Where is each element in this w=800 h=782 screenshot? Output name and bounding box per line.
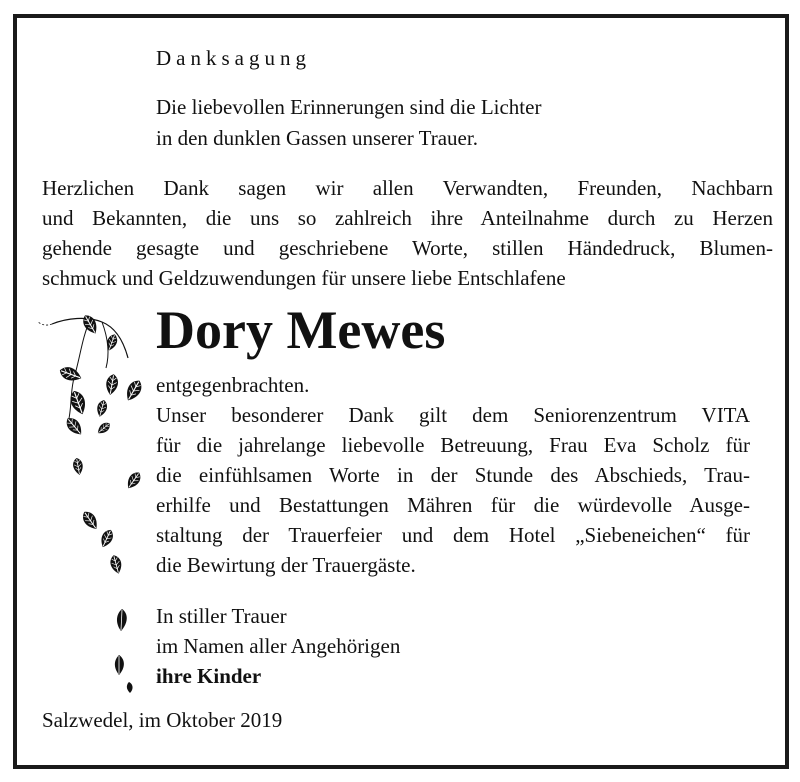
small-leaves-icon bbox=[109, 652, 139, 696]
acknowledgement-paragraph bbox=[156, 370, 750, 580]
poem-line: in den dunklen Gassen unserer Trauer. bbox=[156, 126, 478, 150]
body-line: entgegenbrachten. bbox=[156, 373, 310, 397]
body-line: für die jahrelange liebevolle Betreuung, Frau Eva Scholz für bbox=[156, 433, 750, 457]
body-line: Unser besonderer Dank gilt dem Seniorenzentrum VITA bbox=[156, 403, 750, 427]
thanks-line: gehende gesagte und geschriebene Worte, stillen Händedruck, Blumen- bbox=[42, 236, 773, 260]
thanks-line: schmuck und Geldzuwendungen für unsere liebe Entschlafene bbox=[42, 266, 566, 290]
closing-line: In stiller Trauer bbox=[156, 604, 287, 628]
memorial-poem bbox=[156, 92, 541, 154]
notice-heading: Danksagung bbox=[156, 46, 311, 70]
poem-line: Die liebevollen Erinnerungen sind die Lichter bbox=[156, 95, 542, 119]
closing-line: im Namen aller Angehörigen bbox=[156, 634, 401, 658]
deceased-name: Dory Mewes bbox=[156, 300, 446, 360]
thanks-paragraph bbox=[42, 173, 773, 293]
closing-block bbox=[156, 601, 400, 691]
signature: ihre Kinder bbox=[156, 664, 262, 688]
thanks-line: und Bekannten, die uns so zahlreich ihre Anteilnahme durch zu Herzen bbox=[42, 206, 773, 230]
body-line: staltung der Trauerfeier und dem Hotel „Siebeneichen“ für bbox=[156, 523, 750, 547]
body-line: erhilfe und Bestattungen Mähren für die würdevolle Ausge- bbox=[156, 493, 750, 517]
thanks-line: Herzlichen Dank sagen wir allen Verwandten, Freunden, Nachbarn bbox=[42, 176, 773, 200]
body-line: die einfühlsamen Worte in der Stunde des Abschieds, Trau- bbox=[156, 463, 750, 487]
falling-leaves-icon bbox=[32, 298, 147, 588]
place-and-date: Salzwedel, im Oktober 2019 bbox=[42, 708, 283, 732]
small-leaf-icon bbox=[110, 606, 134, 634]
body-line: die Bewirtung der Trauergäste. bbox=[156, 553, 416, 577]
obituary-notice bbox=[13, 14, 789, 769]
